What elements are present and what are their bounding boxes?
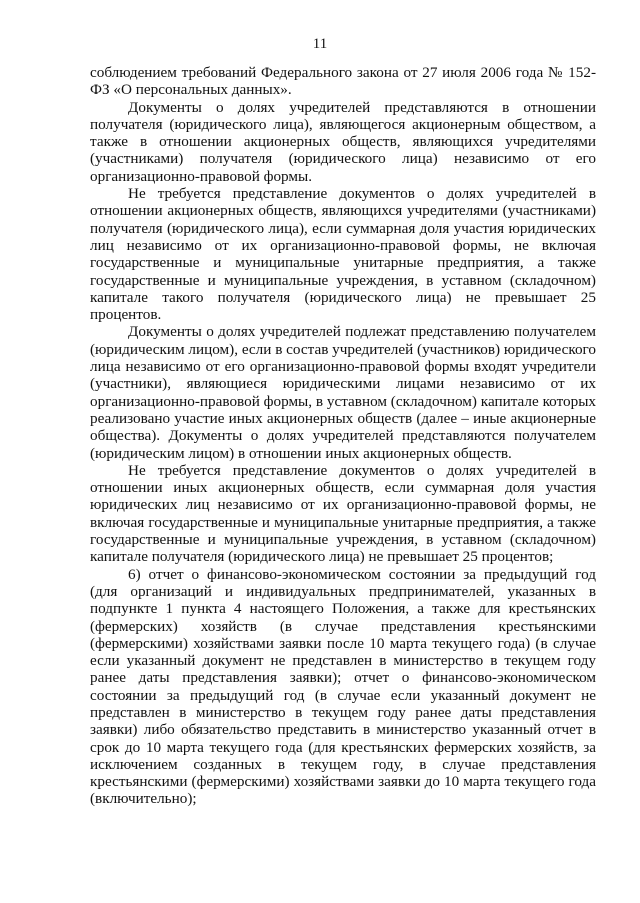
paragraph-not-required-other: Не требуется представление документов о долях учредителей в отношении иных акционерных обществ, если суммарная доля участия юридических лиц независимо от их организационно-правовой формы, не включая государственные и муниципальные унитарные предприятия, а также государственные и муниципальные учреждения, в уставном (складочном) капитале получателя (юридического лица) не превышает 25 процентов; <box>90 461 596 566</box>
paragraph-item-6-financial-report: 6) отчет о финансово-экономическом состоянии за предыдущий год (для организаций и индивидуальных предпринимателей, указанных в подпункте 1 пункта 4 настоящего Положения, а также для крестьянских (фермерских) хозяйств (в случае представления крестьянскими (фермерскими) хозяйствами заявки после 10 марта текущего года) (в случае если указанный документ не представлен в министерство в текущем году ранее даты представления заявки); отчет о финансово-экономическом состоянии за предыдущий год (в случае если указанный документ не представлен в министерство в текущем году ранее даты представления заявки) либо обязательство представить в министерство указанный отчет в срок до 10 марта текущего года (для крестьянских фермерских хозяйств, за исключением созданных в текущем году, в случае представления крестьянскими (фермерскими) хозяйствами заявки до 10 марта текущего года (включительно); <box>90 565 596 808</box>
paragraph-continuation: соблюдением требований Федерального закона от 27 июля 2006 года № 152-ФЗ «О персональных данных». <box>90 64 596 99</box>
paragraph-shares-joint-stock: Документы о долях учредителей представляются в отношении получателя (юридического лица), являющегося акционерным обществом, а также в отношении акционерных обществ, являющихся учредителями (участниками) получателя (юридического лица) независимо от его организационно-правовой формы. <box>90 98 596 185</box>
page-number: 11 <box>312 36 328 52</box>
paragraph-not-required-joint-stock: Не требуется представление документов о долях учредителей в отношении акционерных обществ, являющихся учредителями (участниками) получателя (юридического лица), если суммарная доля участия юридических лиц независимо от их организационно-правовой формы, не включая государственные и муниципальные унитарные предприятия, а также государственные и муниципальные учреждения, в уставном (складочном) капитале такого получателя (юридического лица) не превышает 25 процентов. <box>90 185 596 324</box>
paragraph-shares-submission: Документы о долях учредителей подлежат представлению получателем (юридическим лицом), если в состав учредителей (участников) юридического лица независимо от его организационно-правовой формы входят учредители (участники), являющиеся юридическими лицами независимо от их организационно-правовой формы, в уставном (складочном) капитале которых реализовано участие иных акционерных обществ (далее – иные акционерные общества). Документы о долях учредителей представляются получателем (юридическим лицом) в отношении иных акционерных обществ. <box>90 323 596 462</box>
document-body <box>90 64 596 808</box>
